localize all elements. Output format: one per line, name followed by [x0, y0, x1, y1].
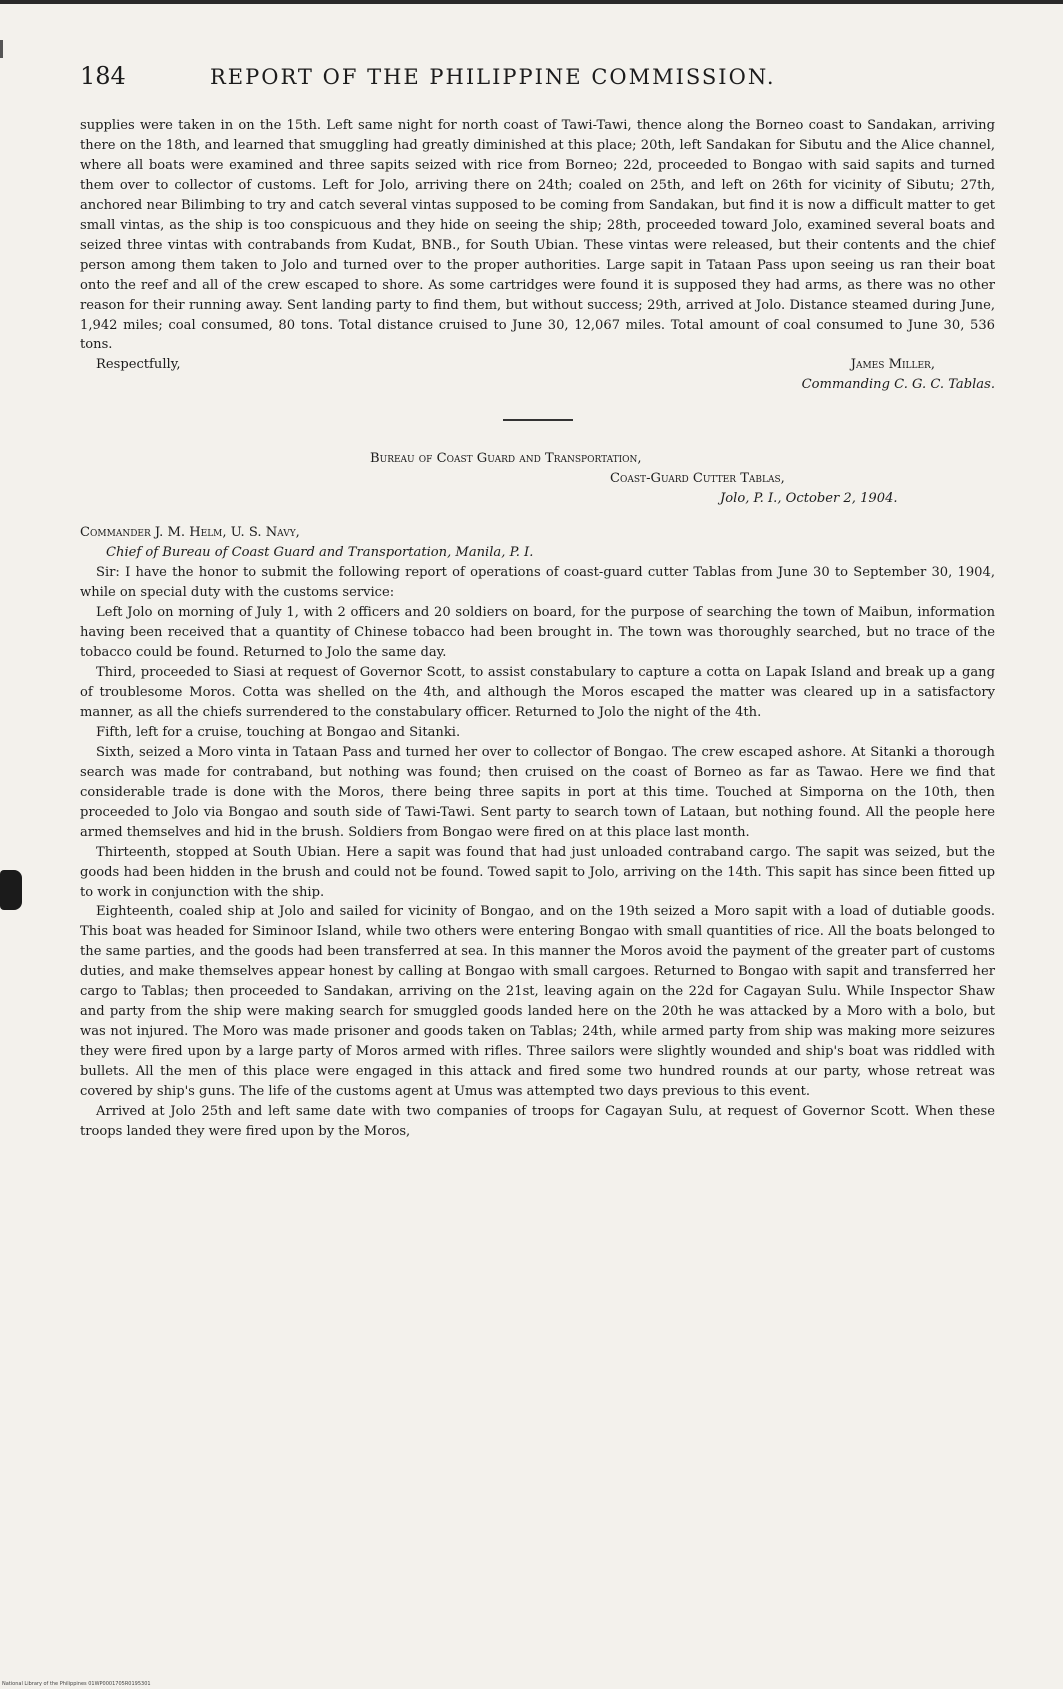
binding-hole-shadow: [0, 870, 22, 910]
page-top-edge: [0, 0, 1063, 4]
report-2-paragraph: Eighteenth, coaled ship at Jolo and sailed for vicinity of Bongao, and on the 19th seized a Moro sapit with a load of dutiable goods. This boat was headed for Siminoor Island, while two others were entering Bongao with small quantities of rice. All the boats belonged to the same parties, and the goods had been transferred at sea. In this manner the Moros avoid the payment of the greater part of customs duties, and make themselves appear honest by calling at Bongao with small cargoes. Returned to Bongao with sapit and transferred her cargo to Tablas; then proceeded to Sandakan, arriving on the 21st, leaving again on the 22d for Cagayan Sulu. While Inspector Shaw and party from the ship were making search for smuggled goods landed here on the 20th he was attacked by a Moro with a bolo, but was not injured. The Moro was made prisoner and goods taken on Tablas; 24th, while armed party from ship was making more seizures they were fired upon by a large party of Moros armed with rifles. Three sailors were slightly wounded and ship's boat was riddled with bullets. All the men of this place were engaged in this attack and fired some two hundred rounds at our party, whose retreat was covered by ship's guns. The life of the customs agent at Umus was attempted two days previous to this event.: [80, 904, 995, 1100]
signature-name: James Miller,: [850, 357, 935, 373]
report-2-paragraph: Sir: I have the honor to submit the following report of operations of coast-guard cutter Tablas from June 30 to September 30, 1904, while on special duty with the customs service:: [80, 565, 995, 601]
page-number: 184: [80, 62, 126, 90]
section-divider: [503, 419, 573, 421]
report-2-body: [80, 563, 995, 1142]
signature-title: Commanding C. G. C. Tablas.: [801, 377, 995, 393]
page-edge-mark-top: [0, 40, 3, 58]
report-1-signoff: [80, 355, 995, 375]
signature-block: [80, 375, 995, 395]
report-1-body: [80, 116, 995, 355]
letterhead-place-date: Jolo, P. I., October 2, 1904.: [720, 491, 898, 507]
report-2-paragraph: Arrived at Jolo 25th and left same date with two companies of troops for Cagayan Sulu, at request of Governor Scott. When these troops landed they were fired upon by the Moros,: [80, 1103, 995, 1139]
report-2-paragraph: Fifth, left for a cruise, touching at Bongao and Sitanki.: [96, 724, 461, 740]
letterhead-vessel: Coast-Guard Cutter Tablas,: [610, 471, 785, 487]
report-2-paragraph: Sixth, seized a Moro vinta in Tataan Pass and turned her over to collector of Bongao. The crew escaped ashore. At Sitanki a thorough search was made for contraband, but nothing was found; then cruised on the coast of Borneo as far as Tawao. Here we find that considerable trade is done with the Moros, there being three sapits in port at this time. Touched at Simporna on the 10th, then proceeded to Jolo via Bongao and south side of Tawi-Tawi. Sent party to search town of Lataan, but nothing found. All the people here armed themselves and hid in the brush. Soldiers from Bongao were fired on at this place last month.: [80, 744, 995, 840]
report-2-paragraph: Third, proceeded to Siasi at request of Governor Scott, to assist constabulary to capture a cotta on Lapak Island and break up a gang of troublesome Moros. Cotta was shelled on the 4th, and although the Moros escaped the matter was cleared up in a satisfactory manner, as all the chiefs surrendered to the constabulary officer. Returned to Jolo the night of the 4th.: [80, 665, 995, 720]
report-2-paragraph: Left Jolo on morning of July 1, with 2 officers and 20 soldiers on board, for the purpose of searching the town of Maibun, information having been received that a quantity of Chinese tobacco had been brought in. The town was thoroughly searched, but no trace of the tobacco could be found. Returned to Jolo the same day.: [80, 605, 995, 661]
page-header: [80, 62, 995, 102]
report-2-paragraph: Thirteenth, stopped at South Ubian. Here a sapit was found that had just unloaded contraband cargo. The sapit was seized, but the goods had been hidden in the brush and could not be found. Towed sapit to Jolo, arriving on the 14th. This sapit has since been fitted up to work in conjunction with the ship.: [80, 844, 995, 900]
addressee-title: Chief of Bureau of Coast Guard and Transportation, Manila, P. I.: [106, 545, 534, 561]
running-head: REPORT OF THE PHILIPPINE COMMISSION.: [210, 65, 776, 89]
scan-credit: National Library of the Philippines 01WP0001705R0195301: [2, 1681, 151, 1687]
report-1-paragraph: supplies were taken in on the 15th. Left same night for north coast of Tawi-Tawi, thence along the Borneo coast to Sandakan, arriving there on the 18th, and learned that smuggling had greatly diminished at this place; 20th, left Sandakan for Sibutu and the Alice channel, where all boats were examined and three sapits seized with rice from Borneo; 22d, proceeded to Bongao with said sapits and turned them over to collector of customs. Left for Jolo, arriving there on 24th; coaled on 25th, and left on 26th for vicinity of Sibutu; 27th, anchored near Bilimbing to try and catch several vintas supposed to be coming from Sandakan, but find it is now a difficult matter to get small vintas, as the ship is too conspicuous and they hide on seeing the ship; 28th, proceeded toward Jolo, examined several boats and seized three vintas with contrabands from Kudat, BNB., for South Ubian. These vintas were released, but their contents and the chief person among them taken to Jolo and turned over to the proper authorities. Large sapit in Tataan Pass upon seeing us ran their boat onto the reef and all of the crew escaped to shore. As some cartridges were found it is supposed they had arms, as there was no other reason for their running away. Sent landing party to find them, but without success; 29th, arrived at Jolo. Distance steamed during June, 1,942 miles; coal consumed, 80 tons. Total distance cruised to June 30, 12,067 miles. Total amount of coal consumed to June 30, 536 tons.: [80, 118, 995, 353]
addressee-name: Commander J. M. Helm, U. S. Navy,: [80, 525, 300, 541]
closing: Respectfully,: [96, 357, 181, 373]
letterhead: [80, 449, 995, 509]
addressee-block: [80, 523, 995, 563]
document-page: [80, 62, 995, 1142]
letterhead-bureau: Bureau of Coast Guard and Transportation,: [370, 451, 642, 467]
